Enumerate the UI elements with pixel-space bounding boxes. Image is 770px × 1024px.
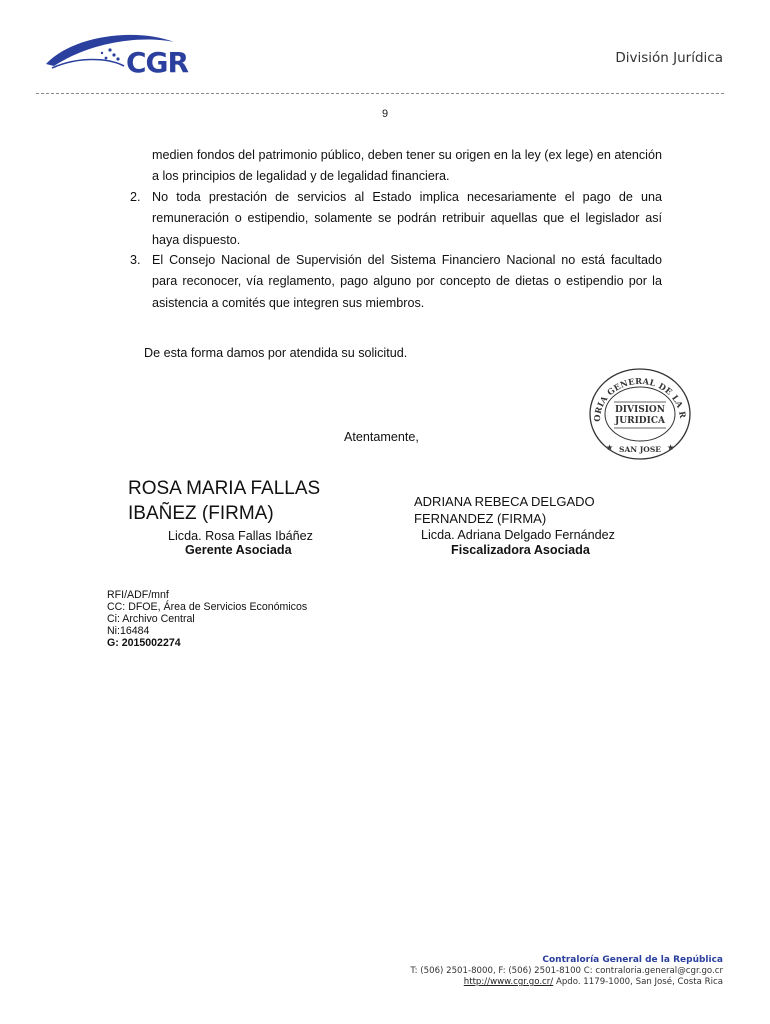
header-divider [36, 93, 724, 94]
page-number: 9 [381, 108, 389, 120]
ref-ci: Ci: Archivo Central [107, 613, 195, 625]
list-item [130, 187, 662, 251]
seal-line1: DIVISION [615, 405, 665, 415]
ref-initials: RFI/ADF/mnf [107, 589, 169, 601]
list-item-text: El Consejo Nacional de Supervisión del Sistema Financiero Nacional no está facultado para reconocer, vía reglamento, pago alguno por concepto de dietas o estipendio por la asistencia a comités que integren sus miembros. [152, 253, 662, 310]
reference-block [107, 589, 307, 649]
list-item-number: 2. [130, 190, 141, 204]
official-seal [586, 366, 694, 462]
cgr-logo [44, 28, 214, 84]
page-footer [410, 955, 723, 988]
signature-title-2: Licda. Adriana Delgado Fernández [421, 528, 615, 542]
list-item-number: 3. [130, 253, 141, 267]
closing-sentence: De esta forma damos por atendida su solicitud. [144, 346, 408, 360]
paragraph-continuation: medien fondos del patrimonio público, deben tener su origen en la ley (ex lege) en atención a los principios de legalidad y de legalidad financiera. [152, 148, 662, 184]
ref-g: G: 2015002274 [107, 637, 181, 649]
logo-text: CGR [126, 46, 189, 79]
list-item-text: No toda prestación de servicios al Estado implica necesariamente el pago de una remuneración o estipendio, solamente se podrán retribuir aquellas que el legislador así haya dispuesto. [152, 190, 662, 247]
svg-text:★: ★ [667, 443, 675, 452]
svg-text:CONTRALORIA GENERAL DE LA REPU: ORIA GENERAL DE LA R [591, 375, 689, 422]
list-item [130, 250, 662, 314]
ref-cc: CC: DFOE, Área de Servicios Económicos [107, 601, 308, 613]
footer-website-link[interactable]: http://www.cgr.go.cr/ [463, 977, 554, 987]
signature-name-1: ROSA MARIA FALLAS IBAÑEZ (FIRMA) [128, 478, 321, 524]
division-title: División Jurídica [615, 50, 723, 66]
footer-contact: T: (506) 2501-8000, F: (506) 2501-8100 C: contraloria.general@cgr.go.cr [410, 966, 723, 976]
svg-text:★: ★ [606, 443, 614, 452]
signature-title-1: Licda. Rosa Fallas Ibáñez [168, 529, 313, 543]
signature-name-2: ADRIANA REBECA DELGADO FERNANDEZ (FIRMA) [414, 494, 595, 526]
regards: Atentamente, [344, 430, 419, 444]
ref-ni: Ni:16484 [107, 625, 150, 637]
signature-role-2: Fiscalizadora Asociada [451, 543, 590, 557]
seal-bottom: SAN JOSE [619, 445, 661, 454]
signature-role-1: Gerente Asociada [185, 543, 292, 557]
footer-address: Apdo. 1179-1000, San José, Costa Rica [553, 977, 723, 987]
seal-stamp-icon [586, 366, 694, 462]
footer-org: Contraloría General de la República [542, 955, 723, 965]
seal-line2: JURIDICA [615, 416, 665, 426]
